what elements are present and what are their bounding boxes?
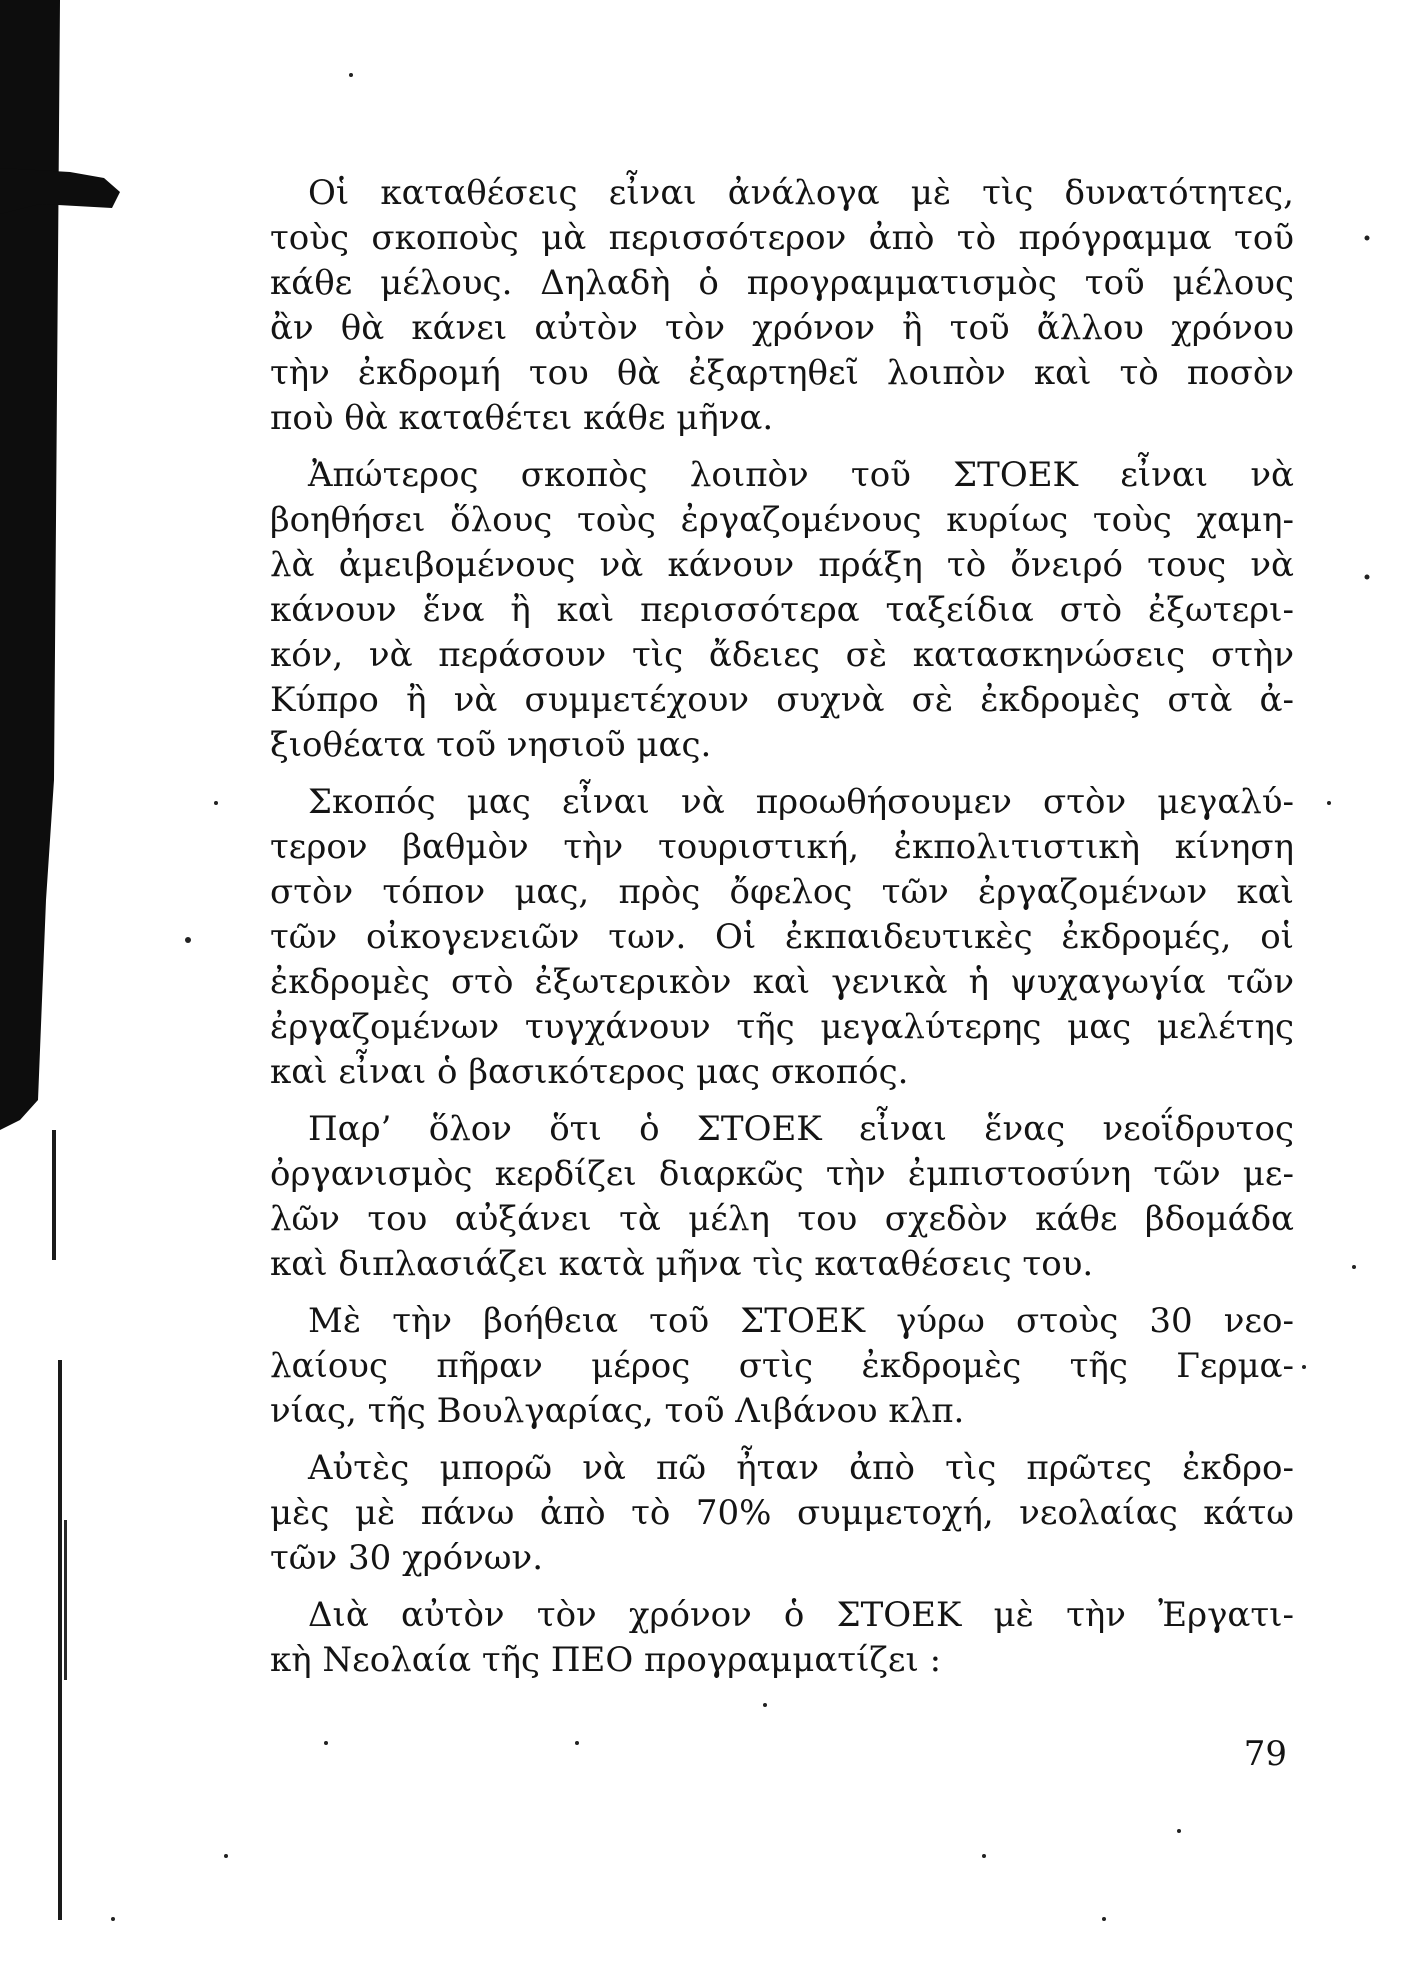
text-line: τὴν ἐκδρομή του θὰ ἐξαρτηθεῖ λοιπὸν καὶ τὸ ποσὸν (270, 353, 1294, 393)
text-line: λῶν του αὐξάνει τὰ μέλη του σχεδὸν κάθε βδομάδα (270, 1199, 1294, 1239)
text-line: λὰ ἀμειβομένους νὰ κάνουν πράξη τὸ ὄνειρό τους νὰ (270, 545, 1294, 585)
text-line: καὶ διπλασιάζει κατὰ μῆνα τὶς καταθέσεις του. (270, 1244, 1094, 1284)
text-line: Κύπρο ἢ νὰ συμμετέχουν συχνὰ σὲ ἐκδρομὲς στὰ ἀ- (270, 680, 1294, 720)
scan-speck (575, 1741, 579, 1745)
scan-speck (1302, 1365, 1306, 1369)
text-line: Διὰ αὐτὸν τὸν χρόνον ὁ ΣΤΟΕΚ μὲ τὴν Ἐργατι- (308, 1595, 1294, 1635)
text-line: κὴ Νεολαία τῆς ΠΕΟ προγραμματίζει : (270, 1640, 942, 1680)
scan-speck (224, 1854, 228, 1858)
text-line: Μὲ τὴν βοήθεια τοῦ ΣΤΟΕΚ γύρω στοὺς 30 νεο- (308, 1301, 1294, 1341)
text-line: ἂν θὰ κάνει αὐτὸν τὸν χρόνον ἢ τοῦ ἄλλου χρόνου (270, 308, 1294, 348)
text-line: τοὺς σκοποὺς μὰ περισσότερον ἀπὸ τὸ πρόγραμμα τοῦ (270, 218, 1294, 258)
paragraph (270, 780, 1294, 1095)
paragraph (270, 453, 1294, 768)
text-line: ὀργανισμὸς κερδίζει διαρκῶς τὴν ἐμπιστοσύνη τῶν με- (270, 1154, 1294, 1194)
text-line: λαίους πῆραν μέρος στὶς ἐκδρομὲς τῆς Γερμα- (270, 1346, 1294, 1386)
scan-speck (1177, 1829, 1181, 1833)
text-line: ποὺ θὰ καταθέτει κάθε μῆνα. (270, 398, 774, 438)
scan-speck (111, 1917, 115, 1921)
scan-speck (1327, 801, 1331, 805)
text-line: Παρ’ ὅλον ὅτι ὁ ΣΤΟΕΚ εἶναι ἕνας νεοΐδρυτος (308, 1109, 1294, 1149)
body-text (270, 171, 1294, 1683)
edge-line (52, 1130, 56, 1260)
paragraph (270, 171, 1294, 441)
text-line: κάνουν ἕνα ἢ καὶ περισσότερα ταξείδια στὸ ἐξωτερι- (270, 590, 1294, 630)
scan-speck (763, 1703, 767, 1707)
text-line: καὶ εἶναι ὁ βασικότερος μας σκοπός. (270, 1052, 909, 1092)
scan-speck (1102, 1917, 1106, 1921)
scan-speck (1365, 236, 1370, 241)
text-line: ἐκδρομὲς στὸ ἐξωτερικὸν καὶ γενικὰ ἡ ψυχαγωγία τῶν (270, 962, 1294, 1002)
text-line: Ἀπώτερος σκοπὸς λοιπὸν τοῦ ΣΤΟΕΚ εἶναι νὰ (308, 455, 1294, 495)
scan-speck (982, 1854, 986, 1858)
text-line: Οἱ καταθέσεις εἶναι ἀνάλογα μὲ τὶς δυνατότητες, (308, 173, 1294, 213)
text-line: τῶν οἰκογενειῶν των. Οἱ ἐκπαιδευτικὲς ἐκδρομές, οἱ (270, 917, 1294, 957)
text-line: βοηθήσει ὅλους τοὺς ἐργαζομένους κυρίως τοὺς χαμη- (270, 500, 1294, 540)
text-line: τερον βαθμὸν τὴν τουριστική, ἐκπολιτιστικὴ κίνηση (270, 827, 1294, 867)
text-line: ξιοθέατα τοῦ νησιοῦ μας. (270, 725, 712, 765)
scan-speck (214, 801, 218, 805)
page-number: 79 (1243, 1734, 1287, 1774)
text-line: κάθε μέλους. Δηλαδὴ ὁ προγραμματισμὸς τοῦ μέλους (270, 263, 1294, 303)
text-line: ἐργαζομένων τυγχάνουν τῆς μεγαλύτερης μας μελέτης (270, 1007, 1294, 1047)
text-line: μὲς μὲ πάνω ἀπὸ τὸ 70% συμμετοχή, νεολαίας κάτω (270, 1493, 1294, 1533)
text-line: Σκοπός μας εἶναι νὰ προωθήσουμεν στὸν μεγαλύ- (308, 782, 1294, 822)
scan-speck (185, 937, 191, 943)
scan-blot (0, 168, 120, 214)
binding-shadow (0, 0, 60, 1130)
scan-speck (1365, 575, 1370, 580)
paragraph (270, 1593, 1294, 1683)
text-line: Αὐτὲς μπορῶ νὰ πῶ ἦταν ἀπὸ τὶς πρῶτες ἐκδρο- (308, 1448, 1294, 1488)
scan-speck (324, 1741, 328, 1745)
text-line: νίας, τῆς Βουλγαρίας, τοῦ Λιβάνου κλπ. (270, 1391, 965, 1431)
edge-line (58, 1360, 62, 1920)
scan-speck (1352, 1265, 1356, 1269)
text-line: στὸν τόπον μας, πρὸς ὄφελος τῶν ἐργαζομένων καὶ (270, 872, 1294, 912)
scan-speck (349, 73, 353, 77)
paragraph (270, 1299, 1294, 1434)
edge-line (64, 1520, 67, 1680)
paragraph (270, 1446, 1294, 1581)
paragraph (270, 1107, 1294, 1287)
text-line: κόν, νὰ περάσουν τὶς ἄδειες σὲ κατασκηνώσεις στὴν (270, 635, 1294, 675)
text-line: τῶν 30 χρόνων. (270, 1538, 544, 1578)
